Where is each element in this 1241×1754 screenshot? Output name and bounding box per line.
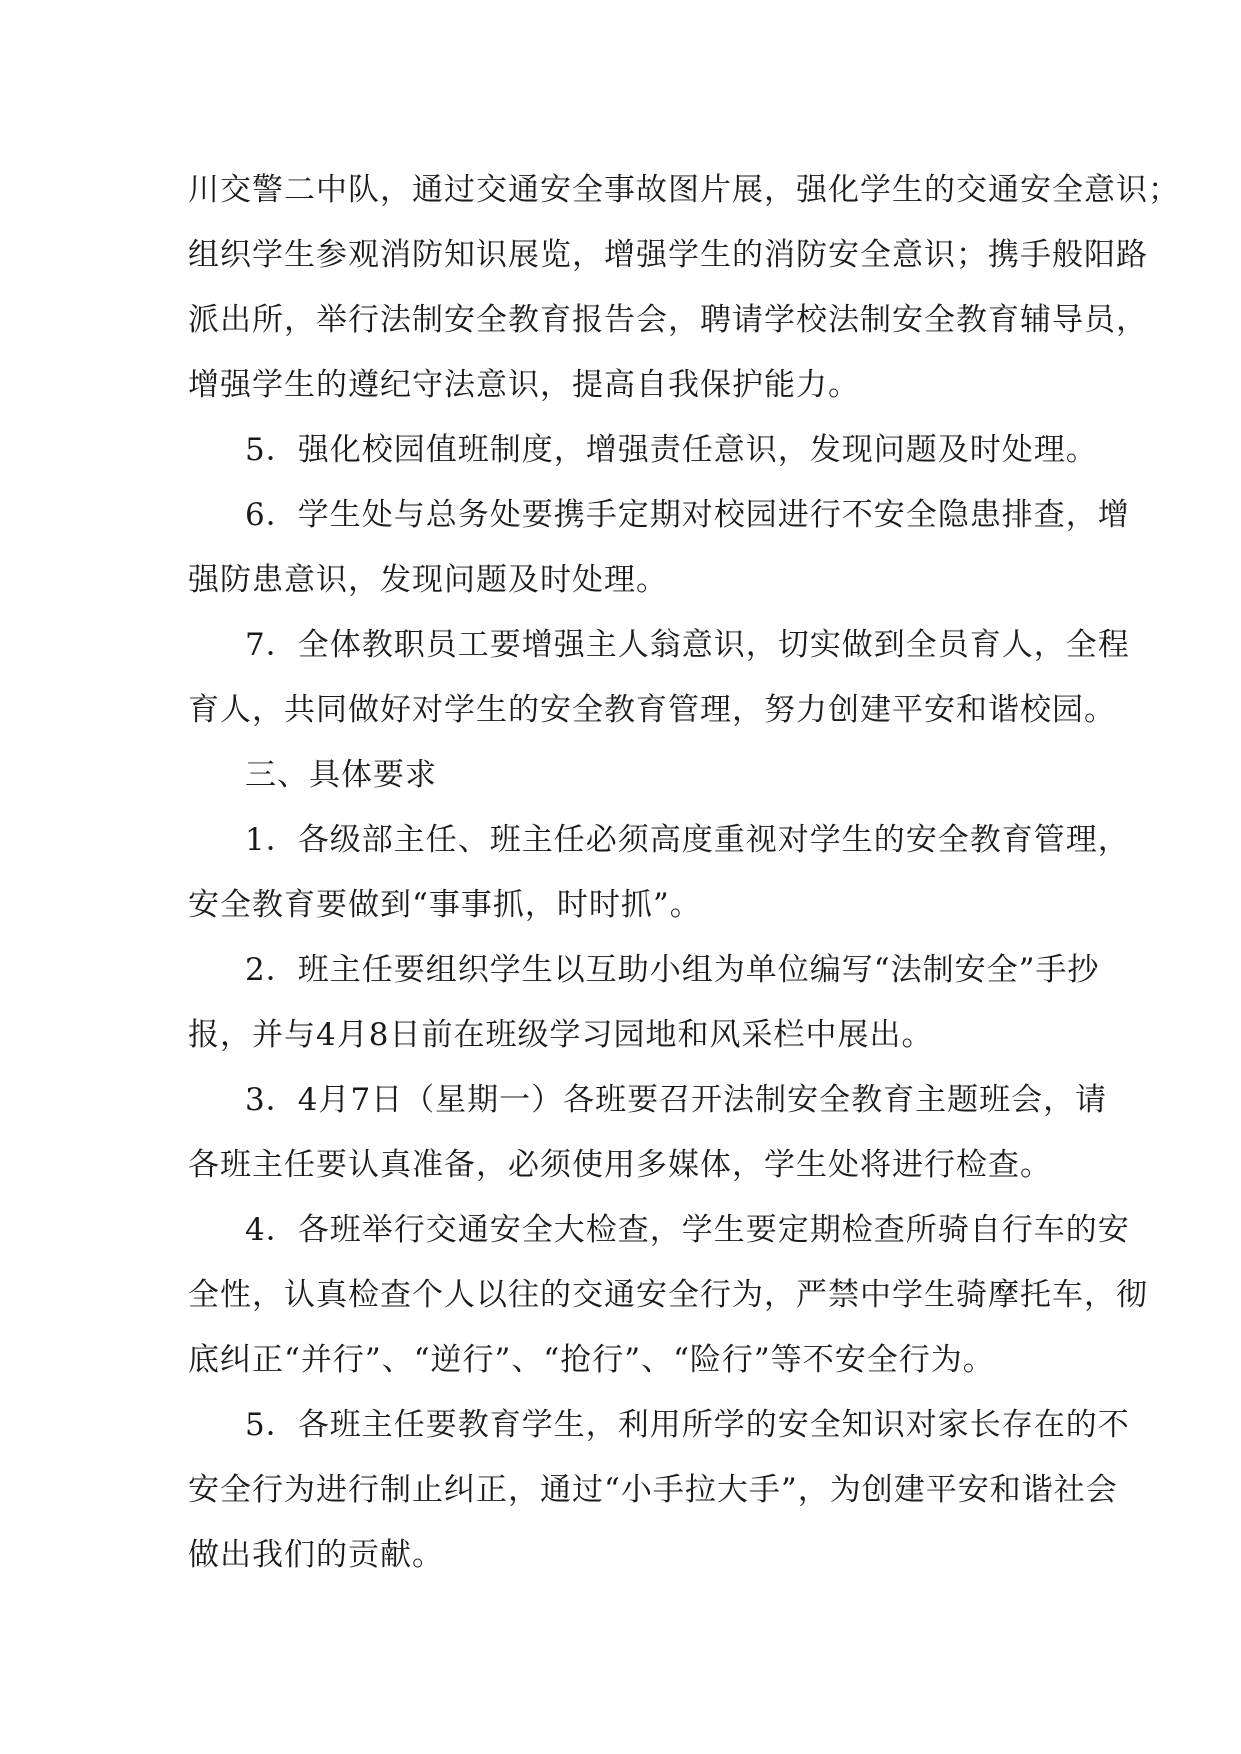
- paragraph-start-line: 6．学生处与总务处要携手定期对校园进行不安全隐患排查，增: [245, 497, 1130, 533]
- text-line: 安全教育要做到“事事抓，时时抓”。: [188, 887, 702, 923]
- paragraph-start-line: 7．全体教职员工要增强主人翁意识，切实做到全员育人，全程: [245, 627, 1130, 663]
- text-line: 增强学生的遵纪守法意识，提高自我保护能力。: [188, 367, 860, 403]
- text-line: 底纠正“并行”、“逆行”、“抢行”、“险行”等不安全行为。: [188, 1342, 995, 1378]
- text-line: 做出我们的贡献。: [188, 1537, 444, 1573]
- paragraph-start-line: 5．强化校园值班制度，增强责任意识，发现问题及时处理。: [245, 432, 1098, 468]
- text-line: 组织学生参观消防知识展览，增强学生的消防安全意识；携手般阳路: [188, 237, 1148, 273]
- paragraph-start-line: 5．各班主任要教育学生，利用所学的安全知识对家长存在的不: [245, 1407, 1130, 1443]
- text-line: 全性，认真检查个人以往的交通安全行为，严禁中学生骑摩托车，彻: [188, 1277, 1148, 1313]
- text-line: 安全行为进行制止纠正，通过“小手拉大手”，为创建平安和谐社会: [188, 1472, 1118, 1508]
- text-line: 川交警二中队，通过交通安全事故图片展，强化学生的交通安全意识；: [188, 172, 1180, 208]
- document-body: [188, 158, 1180, 1588]
- text-line: 派出所，举行法制安全教育报告会，聘请学校法制安全教育辅导员，: [188, 302, 1148, 338]
- paragraph-start-line: 3．4月7日（星期一）各班要召开法制安全教育主题班会，请: [245, 1082, 1108, 1118]
- paragraph-start-line: 1．各级部主任、班主任必须高度重视对学生的安全教育管理，: [245, 822, 1130, 858]
- text-line: 各班主任要认真准备，必须使用多媒体，学生处将进行检查。: [188, 1147, 1052, 1183]
- section-heading: 三、具体要求: [245, 757, 437, 793]
- text-line: 强防患意识，发现问题及时处理。: [188, 562, 668, 598]
- paragraph-start-line: 4．各班举行交通安全大检查，学生要定期检查所骑自行车的安: [245, 1212, 1130, 1248]
- paragraph-start-line: 2．班主任要组织学生以互助小组为单位编写“法制安全”手抄: [245, 952, 1100, 988]
- text-line: 育人，共同做好对学生的安全教育管理，努力创建平安和谐校园。: [188, 692, 1116, 728]
- text-line: 报，并与4月8日前在班级学习园地和风采栏中展出。: [188, 1017, 934, 1053]
